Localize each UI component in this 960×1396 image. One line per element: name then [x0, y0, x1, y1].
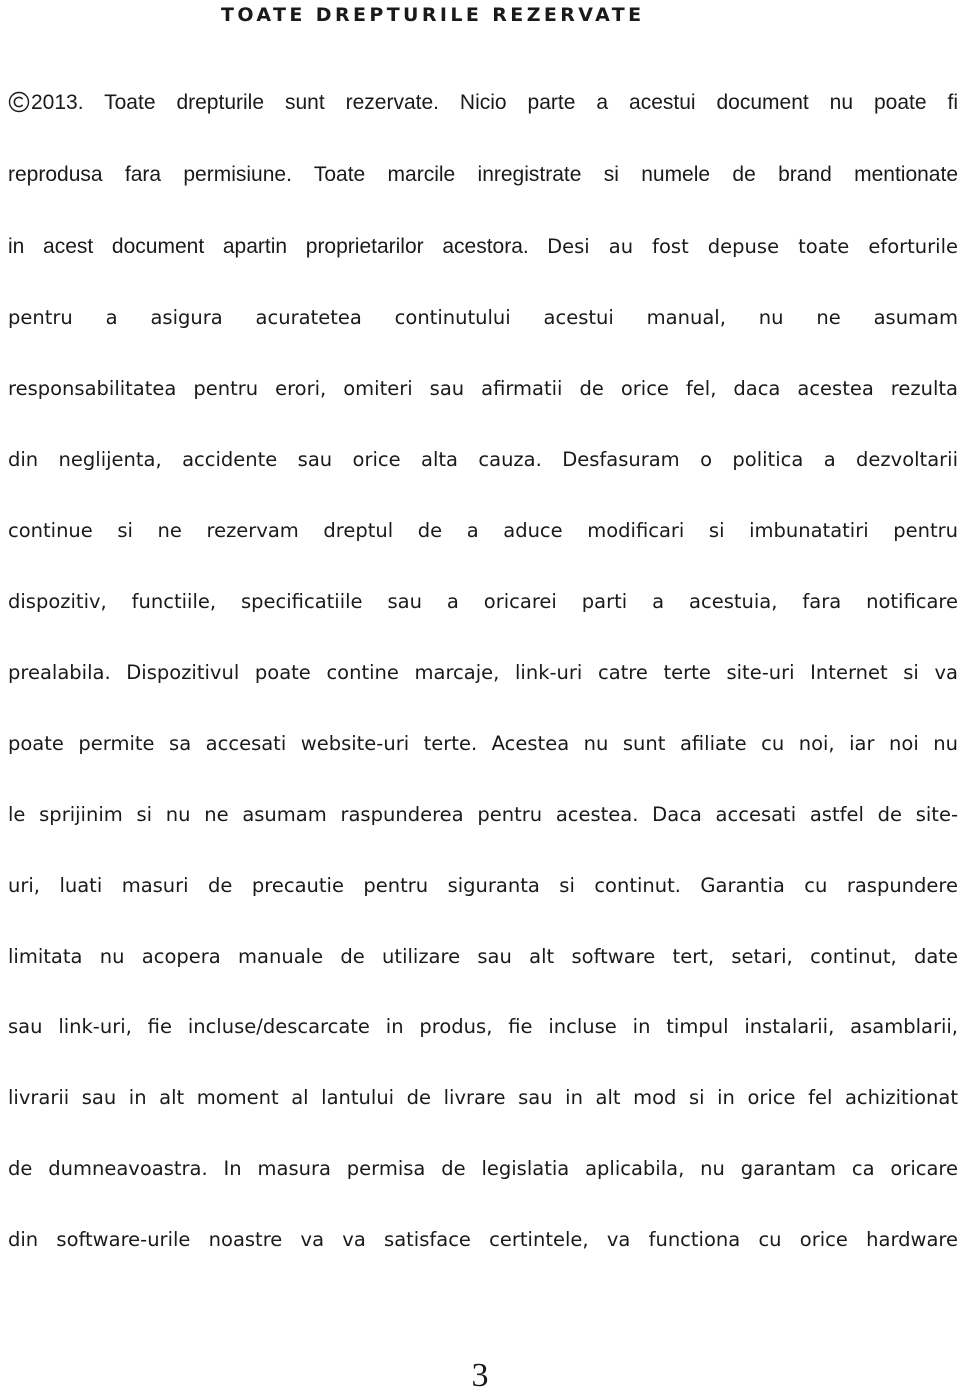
text-line-12: uri, luati masuri de precautie pentru siguranta si continut. Garantia cu raspundere [8, 874, 958, 897]
text-line-1-content: 2013. Toate drepturile sunt rezervate. Nicio parte a acestui document nu poate fi [31, 91, 958, 114]
text-line-11: le sprijinim si nu ne asumam raspunderea pentru acestea. Daca accesati astfel de site- [8, 803, 958, 826]
text-line-10: poate permite sa accesati website-uri terte. Acestea nu sunt afiliate cu noi, iar noi nu [8, 732, 958, 755]
text-line-3-part-a: in acest document apartin proprietarilor acestora. [8, 235, 529, 258]
text-line-13: limitata nu acopera manuale de utilizare sau alt software tert, setari, continut, date [8, 945, 958, 968]
text-line-3-part-b: Desi au fost depuse toate eforturile [547, 235, 958, 258]
text-line-14: sau link-uri, fie incluse/descarcate in produs, fie incluse in timpul instalarii, asamblarii, [8, 1015, 958, 1038]
text-line-5: responsabilitatea pentru erori, omiteri sau afirmatii de orice fel, daca acestea rezulta [8, 377, 958, 400]
text-line-4: pentru a asigura acuratetea continutului acestui manual, nu ne asumam [8, 306, 958, 329]
copyright-icon [8, 87, 30, 109]
text-line-3 [8, 226, 958, 266]
text-line-8: dispozitiv, functiile, specificatiile sau a oricarei parti a acestuia, fara notificare [8, 590, 958, 613]
text-line-9: prealabila. Dispozitivul poate contine marcaje, link-uri catre terte site-uri Internet si va [8, 661, 958, 684]
text-line-15: livrarii sau in alt moment al lantului de livrare sau in alt mod si in orice fel achizitionat [8, 1086, 958, 1109]
text-line-6: din neglijenta, accidente sau orice alta cauza. Desfasuram o politica a dezvoltarii [8, 448, 958, 471]
text-line-17: din software-urile noastre va va satisface certintele, va functiona cu orice hardware [8, 1228, 958, 1251]
text-line-2: reprodusa fara permisiune. Toate marcile inregistrate si numele de brand mentionate [8, 163, 958, 186]
text-line-16: de dumneavoastra. In masura permisa de legislatia aplicabila, nu garantam ca oricare [8, 1157, 958, 1180]
page-heading: TOATE DREPTURILE REZERVATE [221, 4, 645, 26]
page-number: 3 [471, 1357, 489, 1394]
text-line-1 [8, 83, 958, 123]
text-line-7: continue si ne rezervam dreptul de a aduce modificari si imbunatatiri pentru [8, 519, 958, 542]
